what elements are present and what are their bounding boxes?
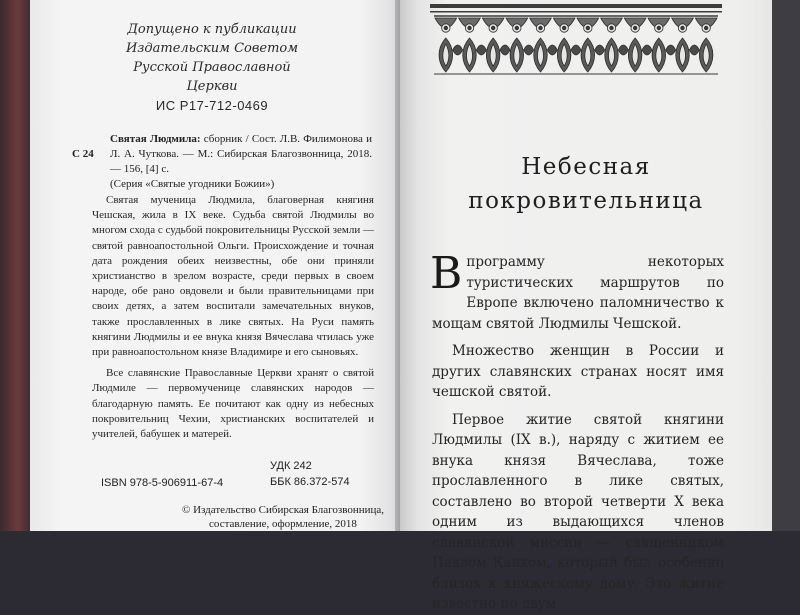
chapter-body [430,248,724,615]
paragraph-text: программу некоторых туристических маршрутов по Европе включено паломничество к мощам святой Людмилы Чешской. [432,254,724,332]
udk-code: УДК 242 [270,460,312,472]
ornament-motif [577,18,605,72]
ornament-motif [601,18,629,72]
body-paragraph [430,248,724,334]
biblio-text: сборник / Сост. Л.В. Филимонова и Л. А. Чуткова. — М.: Сибирская Благозвонница, 2018. — 156, [4] с. [110,133,372,175]
body-paragraph: Множество женщин в России и других славянских странах носят имя чешской святой. [432,343,724,400]
copyright-notice [178,503,388,531]
copyright-line: © Издательство Сибирская Благозвонница, [181,504,385,516]
biblio-entry [72,132,372,177]
title-line: покровительница [468,188,704,214]
classification-codes [270,458,350,490]
ornament-headpiece [430,4,722,90]
abstract [92,193,374,442]
chapter-title [466,150,706,218]
ornament-motif [624,18,652,72]
abstract-paragraph: Святая мученица Людмила, благоверная княгиня Чешская, жила в IX веке. Судьба святой Людмилы во многом схода с судьбой покровительницы Русской земли — святой равноапостольной Ольги. Происхождение и точная дата рождения обеих неизвестны, обе они приняли христианство в зрелом возрасте, среди первых в своем народе, обе рано овдовели и были правительницами при своих детях, а затем воспитали замечательных внуков, также прославленных в лике святых. На Руси память княгини Людмилы и ее внука князя Вячеслава чтилась уже при равноапостольном князе Владимире и его сыновьях. [92,194,374,359]
ornament-motif [459,18,487,72]
body-paragraph: Первое житие святой княгини Людмилы (IX в.), наряду с житием ее внука князя Вячеслава, тоже прославленного в лике святых, составлено во второй четверти X века одним из выдающихся членов славянской миссии — священником Павлом Каихом, который был особенно близок к княжескому дому. Это житие известно по двум [432,411,724,612]
copyright-line: составление, оформление, 2018 [209,518,357,530]
ornament-motif [530,18,558,72]
biblio-title: Святая Людмила: [110,133,201,145]
background-edge [772,0,800,531]
bbk-code: ББК 86.372-574 [270,476,350,488]
ornament-motif [672,18,700,72]
abstract-paragraph: Все славянские Православные Церкви хранят о святой Людмиле — первомученице славянских народов — благодарную память. Ее почитают как одну из небесных покровительниц Чехии, христианских воспитателей и учителей, бабушек и матерей. [92,367,374,441]
imprimatur-block [112,20,312,115]
bibliographic-record [72,132,372,192]
ornament-motif [553,18,581,72]
drop-cap: В [430,248,463,299]
biblio-series: (Серия «Святые угодники Божии») [110,178,275,190]
isbn: ISBN 978-5-906911-67-4 [101,477,224,489]
imprimatur-line: Допущено к публикации [127,22,297,37]
imprimatur-line: Русской Православной Церкви [133,60,291,94]
ornament-motif [435,18,463,72]
imprimatur-code: ИС Р17-712-0469 [155,98,269,113]
ornament-motif [648,18,676,72]
ornament-motif [506,18,534,72]
ornament-motif [482,18,510,72]
ornament-motif [695,18,717,72]
biblio-code: С 24 [72,148,94,160]
title-line: Небесная [521,154,651,180]
imprimatur-line: Издательским Советом [125,41,299,56]
